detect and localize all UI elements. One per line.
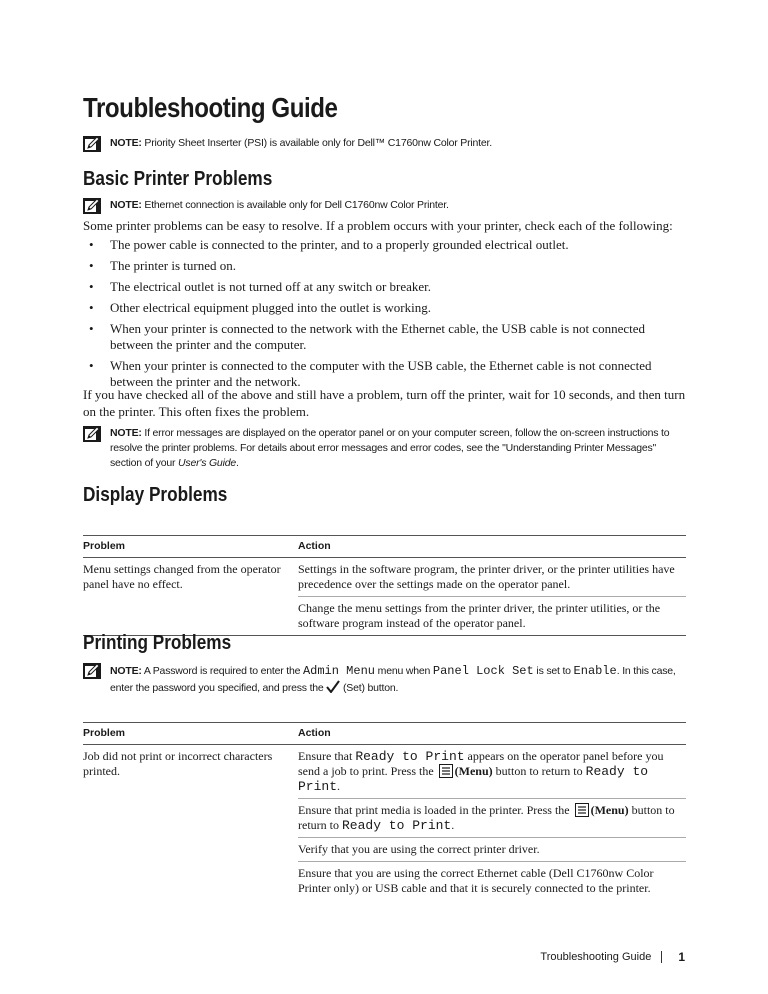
col-problem-header: Problem — [83, 536, 298, 558]
list-item: • When your printer is connected to the network with the Ethernet cable, the USB cable is not connected between the printer and the computer. — [83, 321, 686, 353]
col-problem-header: Problem — [83, 723, 298, 745]
action-cell: Settings in the software program, the printer driver, or the printer utilities have precedence over the settings made on the operator panel. — [298, 558, 686, 597]
footer-divider — [661, 951, 662, 963]
note-text: Ethernet connection is available only for Dell C1760nw Color Printer. — [144, 199, 449, 211]
action-text: . — [451, 818, 455, 832]
code-enable: Enable — [573, 664, 617, 678]
checkmark-icon — [326, 680, 340, 693]
col-action-header: Action — [298, 536, 686, 558]
note-text: (Set) button. — [340, 682, 399, 694]
problem-cell: Job did not print or incorrect characters printed. — [83, 749, 273, 778]
action-text: button to return to — [298, 803, 675, 832]
note-psi — [83, 136, 686, 152]
basic-after: If you have checked all of the above and still have a problem, turn off the printer, wait for 10 seconds, and then turn on the printer. This often fixes the problem. — [83, 387, 686, 419]
menu-icon — [575, 803, 589, 817]
note-label: NOTE: — [110, 665, 142, 677]
menu-label: (Menu) — [454, 764, 493, 778]
list-item: • The power cable is connected to the printer, and to a properly grounded electrical outlet. — [83, 237, 686, 253]
section-heading-display: Display Problems — [83, 484, 228, 506]
note-icon — [83, 136, 101, 152]
printing-problems-table — [83, 722, 686, 900]
note-text-a: If error messages are displayed on the operator panel or on your computer screen, follow the on-screen instructions to resolve the printer problems. For details about error messages and error codes, see the "Understanding Printer Messages" section of your — [110, 427, 670, 469]
list-item: • Other electrical equipment plugged into the outlet is working. — [83, 300, 686, 316]
code-ready-to-print: Ready to Print — [298, 764, 649, 794]
note-ethernet — [83, 198, 686, 214]
section-heading-printing: Printing Problems — [83, 632, 232, 654]
list-item: • The printer is turned on. — [83, 258, 686, 274]
checklist — [83, 237, 686, 395]
note-text-b: . — [235, 457, 239, 469]
list-item: • When your printer is connected to the computer with the USB cable, the Ethernet cable is not connected between the printer and the network. — [83, 358, 686, 390]
note-label: NOTE: — [110, 427, 142, 439]
page-footer — [540, 950, 685, 964]
action-cell — [298, 799, 686, 838]
action-text: appears on the operator panel before you send a job to print. Press the — [298, 749, 664, 778]
action-text: . — [337, 779, 341, 793]
note-icon — [83, 426, 101, 442]
basic-intro: Some printer problems can be easy to resolve. If a problem occurs with your printer, check each of the following: — [83, 218, 673, 233]
code-admin-menu: Admin Menu — [302, 664, 375, 678]
users-guide-ref: User's Guide — [178, 457, 236, 469]
note-label: NOTE: — [110, 199, 142, 211]
note-text: menu when — [374, 665, 433, 677]
note-password — [83, 663, 686, 697]
list-item: • The electrical outlet is not turned off at any switch or breaker. — [83, 279, 686, 295]
footer-label: Troubleshooting Guide — [540, 951, 652, 963]
action-cell — [298, 745, 686, 799]
note-icon — [83, 663, 101, 679]
menu-label: (Menu) — [590, 803, 629, 817]
table-row — [83, 558, 686, 597]
note-text: . In this case, enter the password you specified, and press the — [110, 665, 676, 694]
display-problems-table — [83, 535, 686, 636]
action-cell: Ensure that you are using the correct Ethernet cable (Dell C1760nw Color Printer only) or USB cable and that it is securely connected to the printer. — [298, 866, 654, 895]
note-label: NOTE: — [110, 137, 142, 149]
page-title: Troubleshooting Guide — [83, 92, 338, 123]
code-ready-to-print: Ready to Print — [355, 749, 465, 764]
page-number: 1 — [678, 950, 685, 964]
code-panel-lock-set: Panel Lock Set — [432, 664, 534, 678]
note-icon — [83, 198, 101, 214]
code-ready-to-print: Ready to Print — [342, 818, 452, 833]
action-text: Ensure that — [298, 749, 356, 763]
note-text: A Password is required to enter the — [143, 665, 303, 677]
problem-cell: Menu settings changed from the operator panel have no effect. — [83, 558, 298, 636]
section-heading-basic: Basic Printer Problems — [83, 168, 273, 190]
note-error-messages — [83, 426, 686, 471]
action-text: Ensure that print media is loaded in the printer. Press the — [298, 803, 573, 817]
note-text: Priority Sheet Inserter (PSI) is available only for Dell™ C1760nw Color Printer. — [144, 137, 492, 149]
note-text: is set to — [533, 665, 574, 677]
action-text: button to return to — [492, 764, 586, 778]
action-cell: Change the menu settings from the printer driver, the printer utilities, or the software program instead of the operator panel. — [298, 597, 686, 636]
col-action-header: Action — [298, 723, 686, 745]
menu-icon — [439, 764, 453, 778]
table-row — [83, 745, 686, 799]
action-cell: Verify that you are using the correct printer driver. — [298, 838, 686, 862]
